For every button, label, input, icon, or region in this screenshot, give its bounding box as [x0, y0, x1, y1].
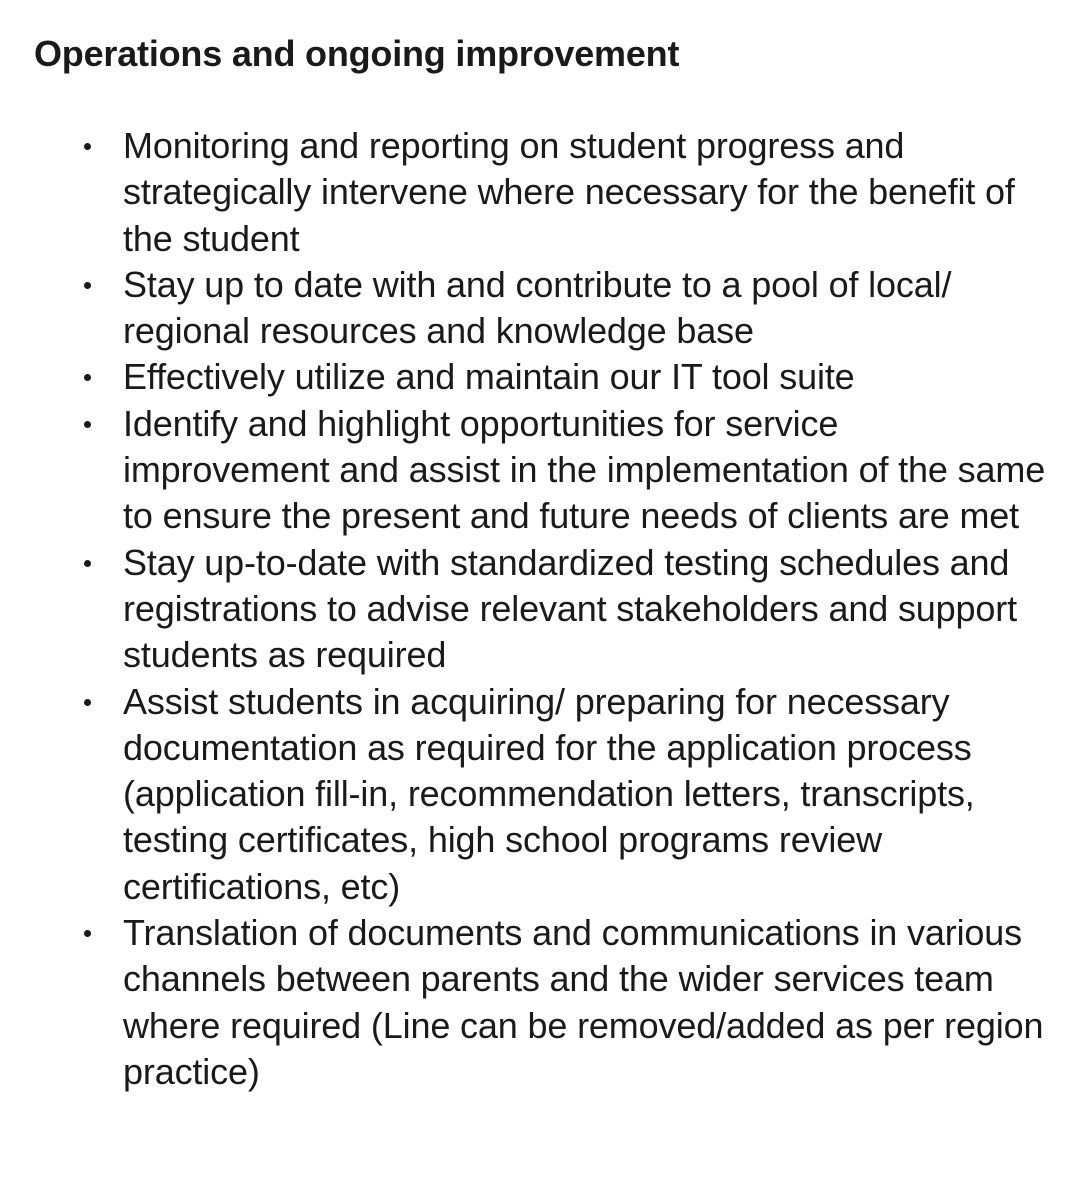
bullet-text: Assist students in acquiring/ preparing for necessary documentation as required for the application process (application fill-in, recommendation letters, transcripts, testing certificates, high school programs review certifications, etc) — [123, 680, 975, 907]
bullet-dot-icon — [84, 143, 91, 150]
bullet-dot-icon — [84, 560, 91, 567]
bullet-item — [0, 401, 1080, 540]
bullet-item — [0, 354, 1080, 400]
bullet-text: Monitoring and reporting on student progress and strategically intervene where necessary for the benefit of the student — [123, 125, 1015, 259]
bullet-dot-icon — [84, 374, 91, 381]
section-heading: Operations and ongoing improvement — [34, 33, 680, 74]
bullet-item — [0, 123, 1080, 262]
bullet-dot-icon — [84, 699, 91, 706]
bullet-dot-icon — [84, 421, 91, 428]
bullet-item — [0, 679, 1080, 910]
bullet-item — [0, 262, 1080, 355]
bullet-text: Effectively utilize and maintain our IT tool suite — [123, 356, 855, 398]
bullet-dot-icon — [84, 930, 91, 937]
bullet-text: Identify and highlight opportunities for service improvement and assist in the implementation of the same to ensure the present and future needs of clients are met — [123, 402, 1046, 537]
bullet-item — [0, 540, 1080, 679]
bullet-text: Stay up-to-date with standardized testing schedules and registrations to advise relevant stakeholders and support students as required — [123, 541, 1017, 676]
bullet-item — [0, 910, 1080, 1095]
bullet-text: Stay up to date with and contribute to a pool of local/ regional resources and knowledge base — [123, 263, 952, 352]
bullet-dot-icon — [84, 282, 91, 289]
bullet-text: Translation of documents and communications in various channels between parents and the wider services team where required (Line can be removed/added as per region practice) — [123, 912, 1044, 1092]
bullet-list — [0, 123, 1080, 1095]
